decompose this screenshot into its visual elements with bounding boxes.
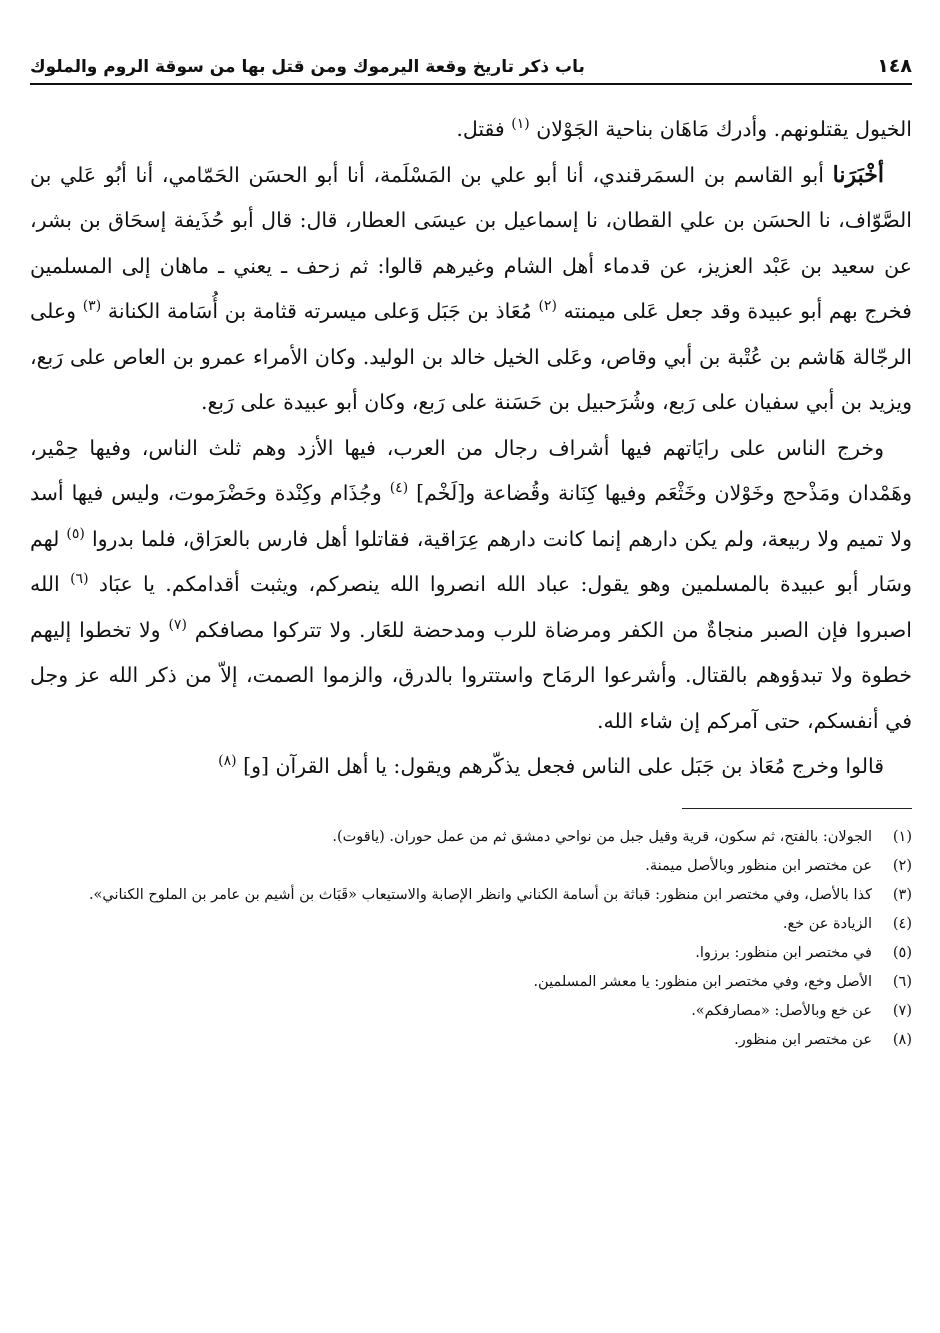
lead-word: أخْبَرَنا bbox=[832, 161, 884, 188]
footnote-8: (٨) عن مختصر ابن منظور. bbox=[734, 1031, 912, 1048]
footnote-7: (٧) عن خع وبالأصل: «مصارفكم». bbox=[691, 1002, 912, 1019]
running-title: باب ذكر تاريخ وقعة اليرموك ومن قتل بها من سوقة الروم والملوك bbox=[30, 57, 585, 77]
main-text bbox=[30, 107, 912, 790]
footnote-ref-6[interactable]: (٦) bbox=[70, 571, 89, 588]
paragraph-2: أخْبَرَنا أبو القاسم بن السمَرقندي، أنا أبو علي بن المَسْلَمة، أنا أبو الحسَن الحَمّامي، أنا أبُو عَلي بن الصَّوّاف، نا الحسَن بن علي القطان، نا إسماعيل بن عيسَى العطار، قال: قال أبو حُذَيفة إسحَاق بن بشر، عن سعيد بن عَبْد العزيز، عن قدماء أهل الشام وغيرهم قالوا: ثم زحف ـ يعني ـ ماهان إلى المسلمين فخرج بهم أبو عبيدة وقد جعل عَلى ميمنته $^{(٢)}$ مُعَاذ بن جَبَل وَعلى ميسرته قثامة بن أُسَامة الكنانة $^{(٣)}$ وعلى الرجّالة هَاشم بن عُتْبة بن أبي وقاص، وعَلى الخيل خالد بن الوليد. وكان الأمراء عمرو بن العاص على رَبع، ويزيد بن أبي سفيان على رَبع، وشُرَحبيل بن حَسَنة على رَبع، وكان أبو عبيدة على رَبع. bbox=[30, 161, 912, 414]
footnote-3: (٣) كذا بالأصل، وفي مختصر ابن منظور: قباثة بن أسامة الكناني وانظر الإصابة والاستيعاب «قَبَاث بن أشيم بن عامر بن الملوح الكناني». bbox=[88, 886, 912, 903]
footnote-5: (٥) في مختصر ابن منظور: برزوا. bbox=[695, 944, 912, 961]
paragraph-3: وخرج الناس على رايَاتهم فيها أشراف رجال من العرب، فيها الأزد وهم ثلث الناس، وفيها حِمْير، وهَمْدان ومَذْحج وخَوْلان وخَثْعَم وفيها كِنَانة وقُضاعة و[لَخْم] $^{(٤)}$ وجُذَام وكِنْدة وحَضْرَموت، وليس فيها أسد ولا تميم ولا ربيعة، ولم يكن دارهم إنما كانت دارهم عِرَاقية، فقاتلوا أهل فارس بالعرَاق، فلما بدروا $^{(٥)}$ لهم وسَار أبو عبيدة بالمسلمين وهو يقول: عباد الله انصروا الله ينصركم، ويثبت أقدامكم. يا عبَاد $^{(٦)}$ الله اصبروا فإن الصبر منجاةٌ من الكفر ومرضاة للرب ومدحضة للعَار. ولا تتركوا مصافكم $^{(٧)}$ ولا تخطوا إليهم خطوة ولا تبدؤوهم بالقتال. وأشرعوا الرمَاح واستتروا بالدرق، والزموا الصمت، إلاّ من ذكر الله عز وجل في أنفسكم، حتى آمركم إن شاء الله. bbox=[30, 435, 912, 733]
footnote-6: (٦) الأصل وخع، وفي مختصر ابن منظور: يا معشر المسلمين. bbox=[533, 973, 912, 990]
footnote-ref-4[interactable]: (٤) bbox=[389, 480, 409, 497]
footnote-4: (٤) الزيادة عن خع. bbox=[782, 915, 912, 932]
footnote-1: (١) الجولان: بالفتح، ثم سكون، قرية وقيل جبل من نواحي دمشق ثم من عمل حوران. (ياقوت). bbox=[332, 828, 912, 845]
footnote-ref-5[interactable]: (٥) bbox=[66, 525, 85, 542]
footnote-ref-8[interactable]: (٨) bbox=[218, 753, 237, 770]
footnote-ref-2[interactable]: (٢) bbox=[538, 298, 557, 315]
paragraph-1: الخيول يقتلونهم. وأدرك مَاهَان بناحية الجَوْلان $^{(١)}$ فقتل. bbox=[456, 116, 912, 141]
footnotes bbox=[30, 823, 912, 1055]
footnote-ref-1[interactable]: (١) bbox=[511, 116, 530, 133]
book-page bbox=[30, 55, 912, 1055]
paragraph-4: قالوا وخرج مُعَاذ بن جَبَل على الناس فجعل يذكّرهم ويقول: يا أهل القرآن [و] $^{(٨)}$ bbox=[218, 753, 884, 778]
footnote-separator bbox=[682, 808, 912, 809]
footnote-ref-7[interactable]: (٧) bbox=[168, 616, 187, 633]
footnote-ref-3[interactable]: (٣) bbox=[82, 298, 102, 315]
footnote-2: (٢) عن مختصر ابن منظور وبالأصل ميمنة. bbox=[645, 857, 912, 874]
page-number: ١٤٨ bbox=[877, 55, 912, 77]
page-header bbox=[30, 55, 912, 85]
